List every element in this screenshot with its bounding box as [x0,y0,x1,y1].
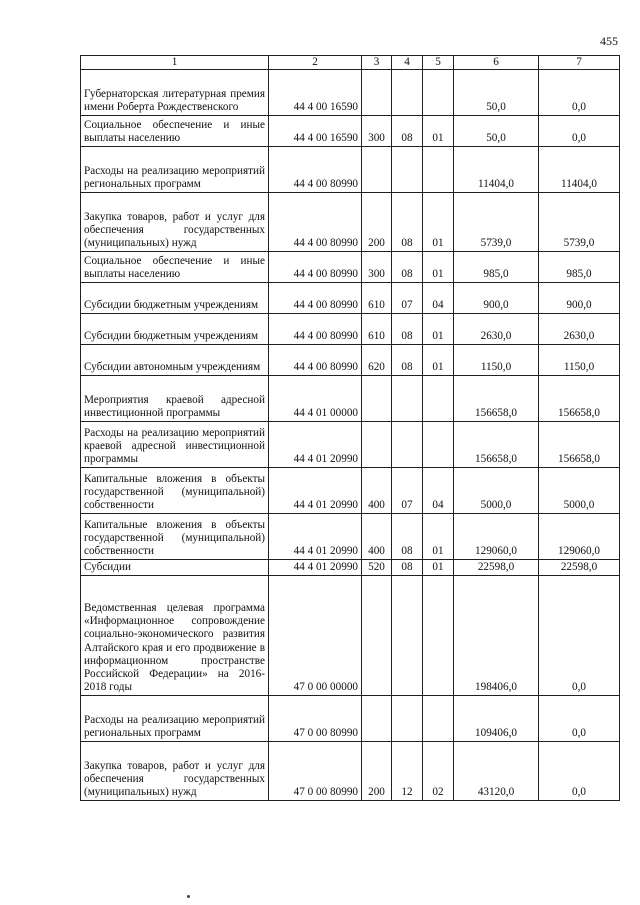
amount-col6: 22598,0 [454,560,539,576]
expense-name: Субсидии бюджетным учреждениям [81,314,269,345]
amount-col7: 1150,0 [539,345,620,376]
amount-col6: 198406,0 [454,576,539,696]
expense-type: 300 [362,252,392,283]
subsection: 01 [423,193,454,252]
amount-col6: 129060,0 [454,514,539,560]
expense-type: 610 [362,283,392,314]
expense-name: Закупка товаров, работ и услуг для обеспечения государственных (муниципальных) нужд [81,742,269,801]
section [392,422,423,468]
column-header: 7 [539,56,620,70]
amount-col7: 11404,0 [539,147,620,193]
amount-col7: 0,0 [539,576,620,696]
amount-col7: 5739,0 [539,193,620,252]
section: 12 [392,742,423,801]
section: 08 [392,252,423,283]
amount-col7: 156658,0 [539,376,620,422]
amount-col6: 2630,0 [454,314,539,345]
target-code: 47 0 00 00000 [269,576,362,696]
expense-type [362,696,392,742]
expense-type: 200 [362,742,392,801]
target-code: 44 4 00 80990 [269,147,362,193]
subsection: 02 [423,742,454,801]
table-row [81,576,620,696]
amount-col6: 985,0 [454,252,539,283]
amount-col7: 5000,0 [539,468,620,514]
amount-col6: 50,0 [454,116,539,147]
expense-type [362,376,392,422]
section: 07 [392,468,423,514]
expense-name: Губернаторская литературная премия имени Роберта Рождественского [81,70,269,116]
expense-name: Мероприятия краевой адресной инвестиционной программы [81,376,269,422]
expense-name: Расходы на реализацию мероприятий краевой адресной инвестиционной программы [81,422,269,468]
subsection [423,70,454,116]
subsection: 01 [423,116,454,147]
expense-name: Закупка товаров, работ и услуг для обеспечения государственных (муниципальных) нужд [81,193,269,252]
expense-type [362,422,392,468]
table-row [81,696,620,742]
column-header: 1 [81,56,269,70]
amount-col7: 156658,0 [539,422,620,468]
section [392,147,423,193]
section [392,576,423,696]
table-row [81,742,620,801]
table-row [81,345,620,376]
scan-speck [187,895,190,898]
expense-name: Расходы на реализацию мероприятий региональных программ [81,147,269,193]
amount-col7: 0,0 [539,70,620,116]
amount-col7: 0,0 [539,742,620,801]
expense-type: 610 [362,314,392,345]
table-row [81,147,620,193]
subsection [423,376,454,422]
amount-col7: 22598,0 [539,560,620,576]
expense-type: 400 [362,514,392,560]
amount-col6: 109406,0 [454,696,539,742]
expense-type [362,70,392,116]
table-row [81,314,620,345]
target-code: 44 4 00 80990 [269,283,362,314]
amount-col6: 156658,0 [454,376,539,422]
amount-col7: 985,0 [539,252,620,283]
section [392,376,423,422]
expense-name: Социальное обеспечение и иные выплаты населению [81,116,269,147]
amount-col7: 0,0 [539,696,620,742]
subsection: 01 [423,560,454,576]
target-code: 47 0 00 80990 [269,742,362,801]
expense-type: 400 [362,468,392,514]
amount-col6: 11404,0 [454,147,539,193]
expense-name: Социальное обеспечение и иные выплаты населению [81,252,269,283]
subsection: 01 [423,514,454,560]
expense-name: Ведомственная целевая программа «Информационное сопровождение социально-экономического развития Алтайского края и его продвижение в информационном пространстве Российской Федерации» на 2016-2018 годы [81,576,269,696]
amount-col6: 5000,0 [454,468,539,514]
table-row [81,422,620,468]
column-header: 2 [269,56,362,70]
amount-col7: 2630,0 [539,314,620,345]
table-row [81,116,620,147]
expense-name: Субсидии бюджетным учреждениям [81,283,269,314]
section: 08 [392,193,423,252]
expense-name: Субсидии автономным учреждениям [81,345,269,376]
subsection: 04 [423,468,454,514]
expense-type [362,576,392,696]
section: 08 [392,560,423,576]
target-code: 44 4 01 20990 [269,560,362,576]
column-header: 4 [392,56,423,70]
section: 08 [392,514,423,560]
subsection [423,696,454,742]
expense-name: Капитальные вложения в объекты государственной (муниципальной) собственности [81,468,269,514]
target-code: 44 4 01 20990 [269,422,362,468]
section [392,70,423,116]
target-code: 44 4 00 80990 [269,252,362,283]
column-header: 6 [454,56,539,70]
target-code: 44 4 01 00000 [269,376,362,422]
table-row [81,193,620,252]
table-row [81,514,620,560]
amount-col6: 156658,0 [454,422,539,468]
amount-col6: 5739,0 [454,193,539,252]
section: 08 [392,314,423,345]
section: 08 [392,345,423,376]
subsection [423,576,454,696]
expense-type: 520 [362,560,392,576]
amount-col6: 900,0 [454,283,539,314]
table-row [81,283,620,314]
expense-name: Расходы на реализацию мероприятий региональных программ [81,696,269,742]
target-code: 44 4 00 16590 [269,70,362,116]
target-code: 44 4 00 80990 [269,193,362,252]
section: 07 [392,283,423,314]
table-row [81,376,620,422]
expense-type: 200 [362,193,392,252]
expense-type: 300 [362,116,392,147]
table-row [81,70,620,116]
subsection [423,147,454,193]
column-header: 3 [362,56,392,70]
subsection [423,422,454,468]
column-header: 5 [423,56,454,70]
amount-col6: 43120,0 [454,742,539,801]
subsection: 01 [423,252,454,283]
target-code: 47 0 00 80990 [269,696,362,742]
table-row [81,560,620,576]
target-code: 44 4 00 16590 [269,116,362,147]
amount-col6: 50,0 [454,70,539,116]
subsection: 01 [423,314,454,345]
target-code: 44 4 00 80990 [269,314,362,345]
target-code: 44 4 01 20990 [269,468,362,514]
amount-col7: 0,0 [539,116,620,147]
subsection: 01 [423,345,454,376]
table-header-row [81,56,620,70]
amount-col7: 900,0 [539,283,620,314]
target-code: 44 4 00 80990 [269,345,362,376]
expense-name: Субсидии [81,560,269,576]
expense-type: 620 [362,345,392,376]
budget-table [80,55,620,801]
table-row [81,468,620,514]
expense-name: Капитальные вложения в объекты государственной (муниципальной) собственности [81,514,269,560]
amount-col6: 1150,0 [454,345,539,376]
page-number: 455 [600,34,618,48]
amount-col7: 129060,0 [539,514,620,560]
section [392,696,423,742]
target-code: 44 4 01 20990 [269,514,362,560]
table-row [81,252,620,283]
section: 08 [392,116,423,147]
subsection: 04 [423,283,454,314]
expense-type [362,147,392,193]
